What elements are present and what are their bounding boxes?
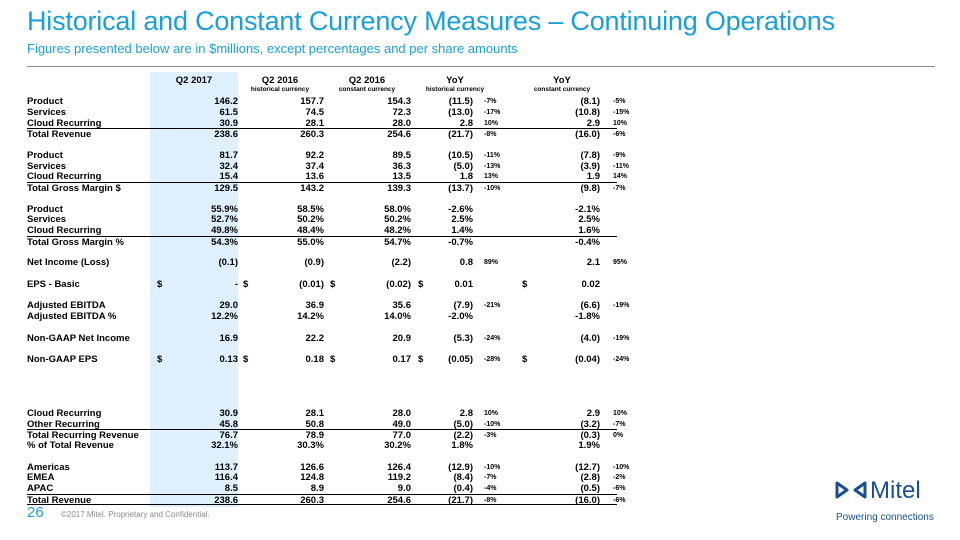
cell-q17: 8.5 bbox=[224, 483, 238, 494]
cell-q17: 54.3% bbox=[211, 236, 238, 248]
cell-q16c: 254.6 bbox=[387, 129, 411, 141]
cell-q17: 45.8 bbox=[219, 418, 238, 430]
cell-yh: -2.6% bbox=[448, 203, 473, 215]
row-label: Product bbox=[27, 149, 63, 161]
cell-d16c: $ bbox=[330, 354, 336, 365]
cell-yhp: -24% bbox=[484, 334, 501, 342]
column-header-title: YoY bbox=[446, 75, 464, 86]
row-label: Non-GAAP EPS bbox=[27, 354, 98, 365]
cell-q16h: 14.2% bbox=[297, 311, 324, 322]
cell-q17: 49.8% bbox=[211, 225, 238, 236]
table-row bbox=[27, 182, 626, 194]
cell-yc: (8.1) bbox=[580, 96, 600, 107]
cell-q16h: 74.5 bbox=[305, 106, 324, 118]
cell-yhp: -10% bbox=[484, 420, 501, 428]
row-label: Services bbox=[27, 214, 67, 226]
cell-yc: 2.1 bbox=[586, 257, 600, 269]
cell-ycp: 14% bbox=[613, 173, 628, 181]
table-row bbox=[27, 128, 626, 141]
cell-yh: (5.3) bbox=[453, 332, 473, 344]
cell-q16c: 50.2% bbox=[384, 214, 411, 226]
cell-yh: 1.4% bbox=[451, 225, 473, 236]
table-row bbox=[27, 225, 617, 236]
table-row bbox=[27, 300, 630, 312]
cell-q17: 76.7 bbox=[219, 430, 238, 442]
cell-ycp: -10% bbox=[613, 463, 630, 471]
cell-yc: (16.0) bbox=[575, 494, 600, 506]
cell-yh: 0.8 bbox=[459, 257, 473, 269]
cell-ycp: 0% bbox=[613, 432, 624, 440]
cell-q16c: 89.5 bbox=[392, 149, 411, 161]
cell-yhp: -7% bbox=[484, 98, 497, 105]
cell-d17: $ bbox=[157, 354, 163, 365]
cell-q16c: 119.2 bbox=[387, 472, 411, 484]
table-row bbox=[27, 483, 626, 494]
row-label: EPS - Basic bbox=[27, 278, 80, 290]
cell-q16h: 124.8 bbox=[300, 472, 324, 484]
cell-q16c: 154.3 bbox=[387, 96, 411, 107]
cell-yhp: 10% bbox=[484, 119, 499, 127]
column-header-subtitle: constant currency bbox=[533, 86, 591, 93]
cell-ycp: -6% bbox=[613, 485, 626, 492]
cell-yc: (7.8) bbox=[580, 149, 600, 161]
cell-yh: 2.8 bbox=[459, 407, 473, 419]
cell-q16h: 78.9 bbox=[305, 430, 324, 442]
cell-yc: 0.02 bbox=[581, 278, 600, 290]
table-row bbox=[27, 332, 630, 344]
cell-q17: 113.7 bbox=[214, 461, 238, 473]
cell-yc: (3.9) bbox=[580, 160, 600, 172]
column-header bbox=[502, 75, 622, 93]
cell-ycp: 10% bbox=[613, 409, 628, 417]
cell-ycp: 95% bbox=[613, 259, 628, 267]
cell-yhp: -8% bbox=[484, 131, 497, 139]
cell-yh: (11.5) bbox=[448, 96, 473, 107]
cell-yhp: -13% bbox=[484, 162, 501, 170]
cell-q16h: 50.8 bbox=[305, 418, 324, 430]
copyright-notice: ©2017 Mitel. Proprietary and Confidential. bbox=[61, 510, 210, 519]
cell-yc: 1.9% bbox=[578, 440, 600, 451]
cell-q17: 0.13 bbox=[219, 354, 238, 365]
cell-q17: - bbox=[234, 278, 238, 290]
cell-yhp: -10% bbox=[484, 185, 501, 192]
cell-q17: 238.6 bbox=[214, 129, 238, 141]
cell-yh: (21.7) bbox=[448, 129, 473, 141]
cell-yhp: -3% bbox=[484, 432, 497, 440]
cell-yc: -0.4% bbox=[575, 236, 600, 248]
cell-q16c: 49.0 bbox=[392, 418, 411, 430]
cell-q16h: 126.6 bbox=[300, 461, 324, 473]
cell-q16h: 13.6 bbox=[305, 171, 324, 183]
cell-q16c: 20.9 bbox=[392, 332, 411, 344]
cell-yhp: -21% bbox=[484, 302, 501, 310]
column-header-title: Q2 2016 bbox=[348, 75, 386, 86]
table-row bbox=[27, 204, 617, 215]
row-label: Product bbox=[27, 203, 63, 215]
table-row bbox=[27, 311, 617, 322]
cell-q16h: 37.4 bbox=[305, 160, 324, 172]
cell-yh: 1.8 bbox=[459, 171, 473, 183]
table-row bbox=[27, 171, 628, 183]
row-label: Total Recurring Revenue bbox=[27, 430, 139, 442]
cell-q16h: 143.2 bbox=[300, 183, 324, 194]
cell-yh: 1.8% bbox=[451, 440, 473, 451]
cell-ycp: 10% bbox=[613, 119, 628, 127]
cell-q16h: 36.9 bbox=[305, 300, 324, 312]
mitel-logo-icon bbox=[835, 480, 867, 500]
cell-q17: 129.5 bbox=[214, 183, 238, 194]
cell-yh: (2.2) bbox=[453, 430, 473, 442]
cell-yh: (21.7) bbox=[448, 494, 473, 506]
table-row bbox=[27, 149, 626, 161]
cell-yc: 2.5% bbox=[578, 214, 600, 226]
row-label: Cloud Recurring bbox=[27, 171, 102, 183]
cell-yc: (16.0) bbox=[575, 129, 600, 141]
cell-dyc: $ bbox=[522, 354, 528, 365]
row-label: % of Total Revenue bbox=[27, 440, 114, 451]
cell-q16h: (0.01) bbox=[299, 278, 324, 290]
cell-yc: (0.5) bbox=[580, 483, 600, 494]
table-row bbox=[27, 494, 626, 506]
cell-q17: 61.5 bbox=[219, 106, 238, 118]
cell-q17: 116.4 bbox=[214, 472, 238, 484]
column-header bbox=[395, 75, 515, 93]
cell-ycp: -9% bbox=[613, 151, 626, 159]
table-row bbox=[27, 257, 628, 269]
table-row bbox=[27, 418, 626, 430]
cell-yhp: -28% bbox=[484, 356, 501, 363]
cell-ycp: -2% bbox=[613, 474, 626, 482]
cell-q16h: 92.2 bbox=[305, 149, 324, 161]
cell-ycp: -11% bbox=[613, 162, 629, 170]
cell-q16c: 13.5 bbox=[392, 171, 411, 183]
cell-yc: (2.8) bbox=[580, 472, 600, 484]
cell-q17: 32.1% bbox=[211, 440, 238, 451]
table-row bbox=[27, 461, 630, 473]
cell-q17: 81.7 bbox=[219, 149, 238, 161]
cell-ycp: -19% bbox=[613, 334, 630, 342]
cell-yc: -2.1% bbox=[575, 203, 600, 215]
cell-yh: (5.0) bbox=[453, 160, 473, 172]
cell-q17: 55.9% bbox=[211, 203, 238, 215]
cell-q16h: 260.3 bbox=[300, 129, 324, 141]
row-label: Net Income (Loss) bbox=[27, 257, 110, 269]
row-label: Adjusted EBITDA bbox=[27, 300, 106, 312]
row-label: EMEA bbox=[27, 472, 55, 484]
cell-yhp: -7% bbox=[484, 474, 497, 482]
cell-ycp: -7% bbox=[613, 420, 626, 428]
cell-yc: (4.0) bbox=[580, 332, 600, 344]
cell-yhp: 89% bbox=[484, 259, 499, 267]
column-header-title: Q2 2016 bbox=[261, 75, 299, 86]
cell-q16c: (0.02) bbox=[386, 278, 411, 290]
tagline: Powering connections bbox=[836, 512, 934, 523]
cell-q16c: 126.4 bbox=[387, 461, 411, 473]
cell-yhp: 13% bbox=[484, 173, 499, 181]
cell-yh: (0.4) bbox=[453, 483, 473, 494]
logo-text: Mitel bbox=[870, 477, 921, 504]
cell-d17: $ bbox=[157, 278, 163, 290]
cell-q16h: 50.2% bbox=[297, 214, 324, 226]
cell-ycp: -5% bbox=[613, 98, 626, 105]
cell-ycp: -19% bbox=[613, 302, 630, 310]
cell-q16c: 28.0 bbox=[392, 117, 411, 129]
table-row bbox=[27, 214, 617, 225]
cell-q16h: 28.1 bbox=[305, 117, 324, 129]
cell-yhp: -10% bbox=[484, 463, 501, 471]
cell-yc: (3.2) bbox=[580, 418, 600, 430]
cell-yhp: -11% bbox=[484, 151, 500, 159]
cell-q16c: 14.0% bbox=[384, 311, 411, 322]
cell-yhp: -17% bbox=[484, 108, 501, 116]
cell-q17: (0.1) bbox=[218, 257, 238, 269]
cell-q16c: 72.3 bbox=[392, 106, 411, 118]
table-row bbox=[27, 279, 617, 290]
cell-ycp: -6% bbox=[613, 496, 626, 504]
cell-yh: (0.05) bbox=[448, 354, 473, 365]
page-number: 26 bbox=[27, 504, 44, 521]
cell-q16c: 58.0% bbox=[384, 203, 411, 215]
cell-yc: (6.6) bbox=[580, 300, 600, 312]
cell-q16h: 55.0% bbox=[297, 236, 324, 248]
column-header-subtitle: historical currency bbox=[250, 86, 310, 93]
row-label: Cloud Recurring bbox=[27, 117, 102, 129]
cell-q16c: 35.6 bbox=[392, 300, 411, 312]
cell-q16c: 254.6 bbox=[387, 494, 411, 506]
cell-q17: 16.9 bbox=[219, 332, 238, 344]
cell-yhp: 10% bbox=[484, 409, 499, 417]
row-label: Total Gross Margin % bbox=[27, 236, 124, 248]
cell-yc: 1.9 bbox=[586, 171, 600, 183]
cell-yh: 0.01 bbox=[454, 278, 473, 290]
cell-dyh: $ bbox=[418, 278, 424, 290]
page-subtitle: Figures presented below are in $millions, except percentages and per share amounts bbox=[27, 41, 518, 56]
cell-yh: -0.7% bbox=[448, 236, 473, 248]
cell-yc: 1.6% bbox=[578, 225, 600, 236]
cell-q17: 32.4 bbox=[219, 160, 238, 172]
cell-yc: (10.8) bbox=[575, 106, 600, 118]
row-label: Cloud Recurring bbox=[27, 225, 102, 236]
row-label: Other Recurring bbox=[27, 418, 100, 430]
cell-dyh: $ bbox=[418, 354, 424, 365]
row-label: Services bbox=[27, 160, 67, 172]
cell-yc: -1.8% bbox=[575, 311, 600, 322]
row-label: Adjusted EBITDA % bbox=[27, 311, 117, 322]
cell-q16c: (2.2) bbox=[391, 257, 411, 269]
column-header-title: Q2 2017 bbox=[175, 75, 213, 86]
cell-q16c: 54.7% bbox=[384, 236, 411, 248]
cell-q17: 52.7% bbox=[211, 214, 238, 226]
row-label: APAC bbox=[27, 483, 54, 494]
row-label: Non-GAAP Net Income bbox=[27, 332, 130, 344]
cell-q17: 15.4 bbox=[219, 171, 238, 183]
cell-yh: (12.9) bbox=[448, 461, 473, 473]
cell-q16h: 260.3 bbox=[300, 494, 324, 506]
cell-yh: (13.7) bbox=[448, 183, 473, 194]
cell-ycp: -7% bbox=[613, 185, 626, 192]
cell-q16h: 0.18 bbox=[305, 354, 324, 365]
cell-yh: (8.4) bbox=[453, 472, 473, 484]
cell-yc: (9.8) bbox=[580, 183, 600, 194]
cell-q17: 12.2% bbox=[211, 311, 238, 322]
cell-yh: 2.8 bbox=[459, 117, 473, 129]
row-label: Product bbox=[27, 96, 63, 107]
cell-q16c: 77.0 bbox=[392, 430, 411, 442]
cell-q16h: 22.2 bbox=[305, 332, 324, 344]
column-header-title: YoY bbox=[553, 75, 571, 86]
cell-yc: 2.9 bbox=[586, 117, 600, 129]
cell-yh: (10.5) bbox=[448, 149, 473, 161]
cell-q16c: 48.2% bbox=[384, 225, 411, 236]
cell-q16c: 28.0 bbox=[392, 407, 411, 419]
cell-yh: 2.5% bbox=[451, 214, 473, 226]
table-row bbox=[27, 117, 628, 129]
cell-q16h: 30.3% bbox=[297, 440, 324, 451]
cell-q17: 29.0 bbox=[219, 300, 238, 312]
row-label: Total Gross Margin $ bbox=[27, 183, 121, 194]
cell-q17: 146.2 bbox=[214, 96, 238, 107]
row-label: Cloud Recurring bbox=[27, 407, 102, 419]
cell-yh: (7.9) bbox=[453, 300, 473, 312]
column-header-subtitle: constant currency bbox=[338, 86, 396, 93]
cell-yc: 2.9 bbox=[586, 407, 600, 419]
cell-yh: (5.0) bbox=[453, 418, 473, 430]
cell-yhp: -8% bbox=[484, 496, 497, 504]
cell-yc: (0.3) bbox=[580, 430, 600, 442]
page-title: Historical and Constant Currency Measures – Continuing Operations bbox=[27, 6, 835, 36]
cell-q17: 238.6 bbox=[214, 494, 238, 506]
table-row bbox=[27, 96, 626, 107]
cell-d16c: $ bbox=[330, 278, 336, 290]
cell-q16c: 30.2% bbox=[384, 440, 411, 451]
cell-dyc: $ bbox=[522, 278, 528, 290]
table-row bbox=[27, 236, 617, 247]
column-header-subtitle: historical currency bbox=[425, 86, 485, 93]
cell-q16c: 0.17 bbox=[392, 354, 411, 365]
cell-yc: (0.04) bbox=[575, 354, 600, 365]
cell-q16h: 157.7 bbox=[300, 96, 324, 107]
table-row bbox=[27, 429, 624, 442]
cell-yc: (12.7) bbox=[575, 461, 600, 473]
table-row bbox=[27, 472, 626, 484]
row-label: Americas bbox=[27, 461, 70, 473]
cell-q16c: 36.3 bbox=[392, 160, 411, 172]
cell-ycp: -24% bbox=[613, 356, 630, 363]
cell-q16h: 8.9 bbox=[310, 483, 324, 494]
table-row bbox=[27, 106, 630, 118]
table-row bbox=[27, 407, 628, 419]
cell-q16h: (0.9) bbox=[304, 257, 324, 269]
table-row bbox=[27, 354, 630, 365]
table-row bbox=[27, 160, 629, 172]
cell-d16h: $ bbox=[243, 278, 249, 290]
cell-q16c: 139.3 bbox=[387, 183, 411, 194]
title-divider bbox=[27, 66, 935, 67]
cell-yhp: -4% bbox=[484, 485, 497, 492]
cell-q16h: 58.5% bbox=[297, 203, 324, 215]
cell-q17: 30.9 bbox=[219, 117, 238, 129]
row-label: Total Revenue bbox=[27, 129, 92, 141]
cell-yh: -2.0% bbox=[448, 311, 473, 322]
table-row bbox=[27, 440, 617, 451]
cell-q16c: 9.0 bbox=[397, 483, 411, 494]
cell-yh: (13.0) bbox=[448, 106, 473, 118]
cell-q16h: 48.4% bbox=[297, 225, 324, 236]
row-label: Total Revenue bbox=[27, 494, 92, 506]
cell-q17: 30.9 bbox=[219, 407, 238, 419]
row-label: Services bbox=[27, 106, 67, 118]
cell-ycp: -15% bbox=[613, 108, 630, 116]
cell-d16h: $ bbox=[243, 354, 249, 365]
cell-q16h: 28.1 bbox=[305, 407, 324, 419]
cell-ycp: -6% bbox=[613, 131, 626, 139]
